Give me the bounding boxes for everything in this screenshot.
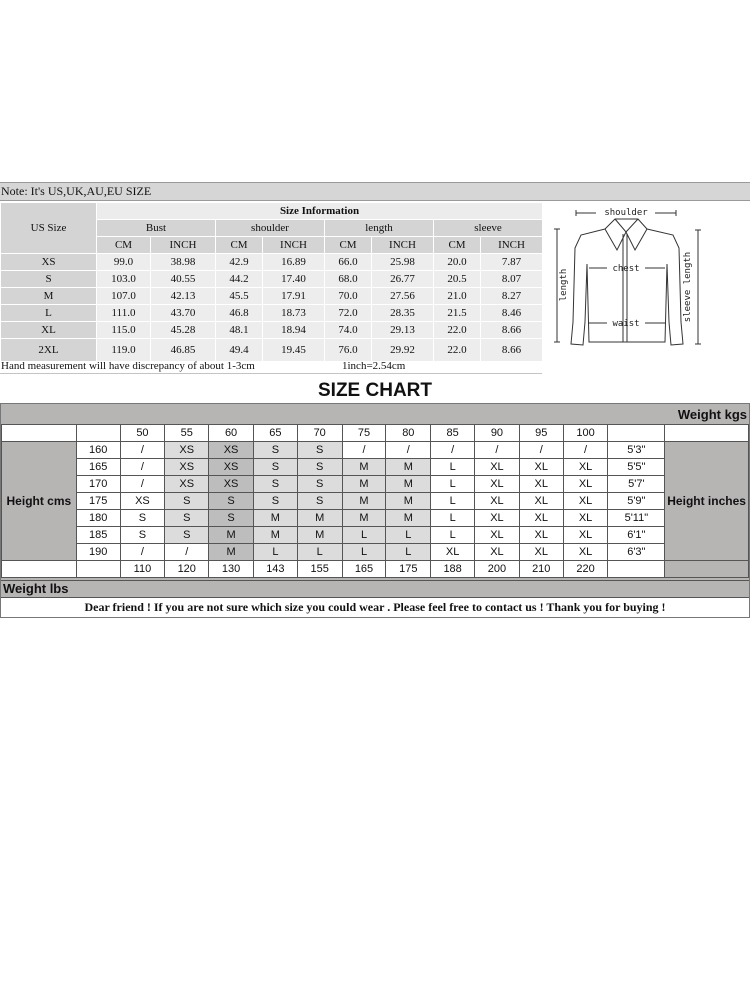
size-cell: M <box>386 476 431 493</box>
measure-value: 16.89 <box>263 254 325 271</box>
height-row <box>2 510 749 527</box>
measure-value: 45.5 <box>216 288 263 305</box>
measure-value: 18.94 <box>263 322 325 339</box>
size-row <box>1 322 543 339</box>
us-size-header: US Size <box>1 203 97 254</box>
size-row <box>1 254 543 271</box>
weight-kgs-row <box>2 425 749 442</box>
weight-lbs-row <box>2 561 749 578</box>
size-cell: XS <box>165 442 209 459</box>
size-cell: L <box>342 527 386 544</box>
weight-kgs-label: Weight kgs <box>677 407 747 422</box>
height-cm-value: 175 <box>76 493 120 510</box>
size-cell: / <box>519 442 563 459</box>
size-cell: / <box>165 544 209 561</box>
weight-kg-value: 60 <box>209 425 254 442</box>
measure-value: 42.13 <box>151 288 216 305</box>
size-cell: M <box>253 527 297 544</box>
unit-header: CM <box>434 237 481 254</box>
size-cell: M <box>253 510 297 527</box>
height-inch-value: 6'1" <box>608 527 665 544</box>
weight-lbs-value: 200 <box>475 561 520 578</box>
size-cell: S <box>209 493 254 510</box>
height-inch-value: 5'5" <box>608 459 665 476</box>
measure-value: 76.0 <box>325 339 372 362</box>
weight-kg-value: 65 <box>253 425 297 442</box>
corner-blank <box>608 561 665 578</box>
measure-value: 20.5 <box>434 271 481 288</box>
measure-value: 21.5 <box>434 305 481 322</box>
size-cell: XL <box>563 493 608 510</box>
weight-kg-value: 95 <box>519 425 563 442</box>
measure-value: 99.0 <box>97 254 151 271</box>
size-cell: XL <box>475 493 520 510</box>
measure-value: 107.0 <box>97 288 151 305</box>
size-cell: XL <box>475 476 520 493</box>
size-cell: S <box>253 476 297 493</box>
corner-blank <box>76 561 120 578</box>
measure-group-header: sleeve <box>434 220 543 237</box>
weight-kg-value: 80 <box>386 425 431 442</box>
height-row <box>2 493 749 510</box>
unit-header: CM <box>216 237 263 254</box>
size-cell: S <box>253 459 297 476</box>
measure-value: 46.8 <box>216 305 263 322</box>
measure-value: 21.0 <box>434 288 481 305</box>
size-cell: XL <box>563 527 608 544</box>
size-information-title: Size Information <box>97 203 543 220</box>
measure-value: 111.0 <box>97 305 151 322</box>
height-row <box>2 527 749 544</box>
size-cell: L <box>253 544 297 561</box>
size-cell: XL <box>475 459 520 476</box>
height-row <box>2 459 749 476</box>
measure-value: 20.0 <box>434 254 481 271</box>
measure-value: 27.56 <box>372 288 434 305</box>
measure-value: 103.0 <box>97 271 151 288</box>
size-row <box>1 271 543 288</box>
measure-group-header: shoulder <box>216 220 325 237</box>
size-cell: XL <box>563 459 608 476</box>
inch-conversion-note: 1inch=2.54cm <box>342 360 406 372</box>
size-cell: XL <box>475 544 520 561</box>
weight-lbs-value: 220 <box>563 561 608 578</box>
measure-value: 19.45 <box>263 339 325 362</box>
size-label: S <box>1 271 97 288</box>
weight-kg-value: 50 <box>120 425 165 442</box>
size-row <box>1 305 543 322</box>
measure-value: 17.40 <box>263 271 325 288</box>
weight-kg-value: 70 <box>297 425 342 442</box>
size-cell: / <box>120 476 165 493</box>
weight-lbs-value: 175 <box>386 561 431 578</box>
size-cell: XL <box>563 544 608 561</box>
size-cell: / <box>120 459 165 476</box>
measure-value: 25.98 <box>372 254 434 271</box>
measure-value: 48.1 <box>216 322 263 339</box>
size-cell: / <box>386 442 431 459</box>
height-cm-value: 165 <box>76 459 120 476</box>
measure-value: 49.4 <box>216 339 263 362</box>
measure-value: 26.77 <box>372 271 434 288</box>
weight-lbs-value: 188 <box>431 561 475 578</box>
height-weight-size-table <box>1 424 749 578</box>
measurement-footer <box>0 358 542 374</box>
size-cell: S <box>297 459 342 476</box>
measure-value: 8.46 <box>481 305 543 322</box>
size-cell: L <box>386 527 431 544</box>
weight-kgs-bar <box>1 404 749 424</box>
weight-kg-value: 55 <box>165 425 209 442</box>
size-cell: S <box>253 493 297 510</box>
size-cell: S <box>165 493 209 510</box>
size-cell: M <box>297 510 342 527</box>
measure-value: 42.9 <box>216 254 263 271</box>
measure-value: 115.0 <box>97 322 151 339</box>
size-chart-title: SIZE CHART <box>318 380 432 401</box>
corner-blank <box>2 425 77 442</box>
length-label: length <box>559 268 569 302</box>
weight-kg-value: 85 <box>431 425 475 442</box>
weight-lbs-value: 210 <box>519 561 563 578</box>
size-cell: XL <box>563 510 608 527</box>
height-row <box>2 442 749 459</box>
weight-lbs-value: 155 <box>297 561 342 578</box>
size-cell: M <box>342 493 386 510</box>
height-cm-value: 170 <box>76 476 120 493</box>
unit-header: INCH <box>372 237 434 254</box>
waist-label: waist <box>612 319 640 329</box>
measure-value: 43.70 <box>151 305 216 322</box>
size-cell: XS <box>209 459 254 476</box>
size-label: XS <box>1 254 97 271</box>
height-row <box>2 544 749 561</box>
corner-blank <box>665 561 749 578</box>
weight-kg-value: 75 <box>342 425 386 442</box>
size-cell: L <box>431 459 475 476</box>
weight-kg-value: 90 <box>475 425 520 442</box>
size-cell: L <box>297 544 342 561</box>
size-cell: M <box>209 527 254 544</box>
measure-value: 70.0 <box>325 288 372 305</box>
measure-value: 66.0 <box>325 254 372 271</box>
measure-value: 29.13 <box>372 322 434 339</box>
measure-value: 29.92 <box>372 339 434 362</box>
size-cell: / <box>342 442 386 459</box>
corner-blank <box>665 425 749 442</box>
measure-value: 44.2 <box>216 271 263 288</box>
height-cm-value: 185 <box>76 527 120 544</box>
weight-lbs-value: 130 <box>209 561 254 578</box>
size-cell: M <box>209 544 254 561</box>
measure-value: 7.87 <box>481 254 543 271</box>
size-cell: XL <box>519 544 563 561</box>
shirt-measurement-diagram <box>543 202 750 358</box>
size-cell: / <box>120 544 165 561</box>
size-cell: M <box>342 476 386 493</box>
size-cell: XL <box>519 527 563 544</box>
size-cell: M <box>386 493 431 510</box>
size-label: XL <box>1 322 97 339</box>
size-label: L <box>1 305 97 322</box>
height-inch-value: 6'3" <box>608 544 665 561</box>
size-cell: S <box>297 476 342 493</box>
size-cell: L <box>386 544 431 561</box>
weight-lbs-label: Weight lbs <box>3 581 69 596</box>
measure-value: 119.0 <box>97 339 151 362</box>
measure-value: 8.66 <box>481 339 543 362</box>
measure-value: 28.35 <box>372 305 434 322</box>
measure-value: 8.07 <box>481 271 543 288</box>
size-cell: S <box>297 442 342 459</box>
height-cms-label: Height cms <box>2 442 77 561</box>
height-inch-value: 5'11" <box>608 510 665 527</box>
unit-header: INCH <box>481 237 543 254</box>
shoulder-label: shoulder <box>604 208 648 218</box>
size-cell: / <box>120 442 165 459</box>
size-cell: L <box>431 476 475 493</box>
measure-value: 38.98 <box>151 254 216 271</box>
size-cell: XL <box>519 510 563 527</box>
unit-header: CM <box>97 237 151 254</box>
size-cell: XL <box>431 544 475 561</box>
size-row <box>1 288 543 305</box>
measure-group-header: length <box>325 220 434 237</box>
unit-header: INCH <box>151 237 216 254</box>
size-label: M <box>1 288 97 305</box>
size-cell: XS <box>209 442 254 459</box>
size-cell: M <box>386 510 431 527</box>
weight-lbs-value: 143 <box>253 561 297 578</box>
measure-value: 68.0 <box>325 271 372 288</box>
height-inch-value: 5'3" <box>608 442 665 459</box>
size-cell: XL <box>475 510 520 527</box>
size-cell: XS <box>165 459 209 476</box>
size-cell: S <box>120 527 165 544</box>
chest-label: chest <box>612 264 640 274</box>
sleeve-length-label: sleeve length <box>683 251 693 323</box>
measure-value: 40.55 <box>151 271 216 288</box>
measure-value: 8.66 <box>481 322 543 339</box>
size-cell: M <box>297 527 342 544</box>
size-cell: XL <box>519 476 563 493</box>
size-cell: XL <box>519 493 563 510</box>
size-cell: XS <box>209 476 254 493</box>
unit-header: INCH <box>263 237 325 254</box>
size-cell: XS <box>120 493 165 510</box>
measure-value: 22.0 <box>434 322 481 339</box>
weight-lbs-value: 165 <box>342 561 386 578</box>
size-cell: S <box>297 493 342 510</box>
measure-value: 22.0 <box>434 339 481 362</box>
size-cell: / <box>563 442 608 459</box>
size-cell: S <box>209 510 254 527</box>
size-cell: S <box>253 442 297 459</box>
measure-value: 17.91 <box>263 288 325 305</box>
measure-value: 46.85 <box>151 339 216 362</box>
measure-value: 72.0 <box>325 305 372 322</box>
size-cell: XS <box>165 476 209 493</box>
measure-group-header: Bust <box>97 220 216 237</box>
customer-message: Dear friend ! If you are not sure which size you could wear . Please feel free to contact us ! Thank you for buying ! <box>1 597 749 617</box>
unit-header: CM <box>325 237 372 254</box>
size-cell: L <box>342 544 386 561</box>
size-cell: M <box>386 459 431 476</box>
size-cell: / <box>431 442 475 459</box>
height-row <box>2 476 749 493</box>
size-cell: S <box>165 527 209 544</box>
size-cell: L <box>431 493 475 510</box>
weight-kg-value: 100 <box>563 425 608 442</box>
measure-value: 18.73 <box>263 305 325 322</box>
size-information-table <box>0 202 543 362</box>
size-cell: S <box>120 510 165 527</box>
size-chart-section <box>0 403 750 618</box>
size-cell: M <box>342 459 386 476</box>
corner-blank <box>608 425 665 442</box>
measure-value: 45.28 <box>151 322 216 339</box>
weight-lbs-bar <box>1 580 749 597</box>
measurement-disclaimer: Hand measurement will have discrepancy of about 1-3cm <box>1 360 255 372</box>
height-inch-value: 5'7' <box>608 476 665 493</box>
size-cell: XL <box>563 476 608 493</box>
size-cell: L <box>431 510 475 527</box>
height-inch-value: 5'9" <box>608 493 665 510</box>
corner-blank <box>76 425 120 442</box>
size-information-section <box>0 182 750 375</box>
height-cm-value: 190 <box>76 544 120 561</box>
height-inches-label: Height inches <box>665 442 749 561</box>
measure-value: 74.0 <box>325 322 372 339</box>
weight-lbs-value: 120 <box>165 561 209 578</box>
size-cell: XL <box>475 527 520 544</box>
size-cell: XL <box>519 459 563 476</box>
measure-value: 8.27 <box>481 288 543 305</box>
weight-lbs-value: 110 <box>120 561 165 578</box>
size-cell: L <box>431 527 475 544</box>
size-cell: M <box>342 510 386 527</box>
size-cell: / <box>475 442 520 459</box>
size-label: 2XL <box>1 339 97 362</box>
size-cell: S <box>165 510 209 527</box>
height-cm-value: 160 <box>76 442 120 459</box>
size-note: Note: It's US,UK,AU,EU SIZE <box>0 182 750 201</box>
corner-blank <box>2 561 77 578</box>
height-cm-value: 180 <box>76 510 120 527</box>
